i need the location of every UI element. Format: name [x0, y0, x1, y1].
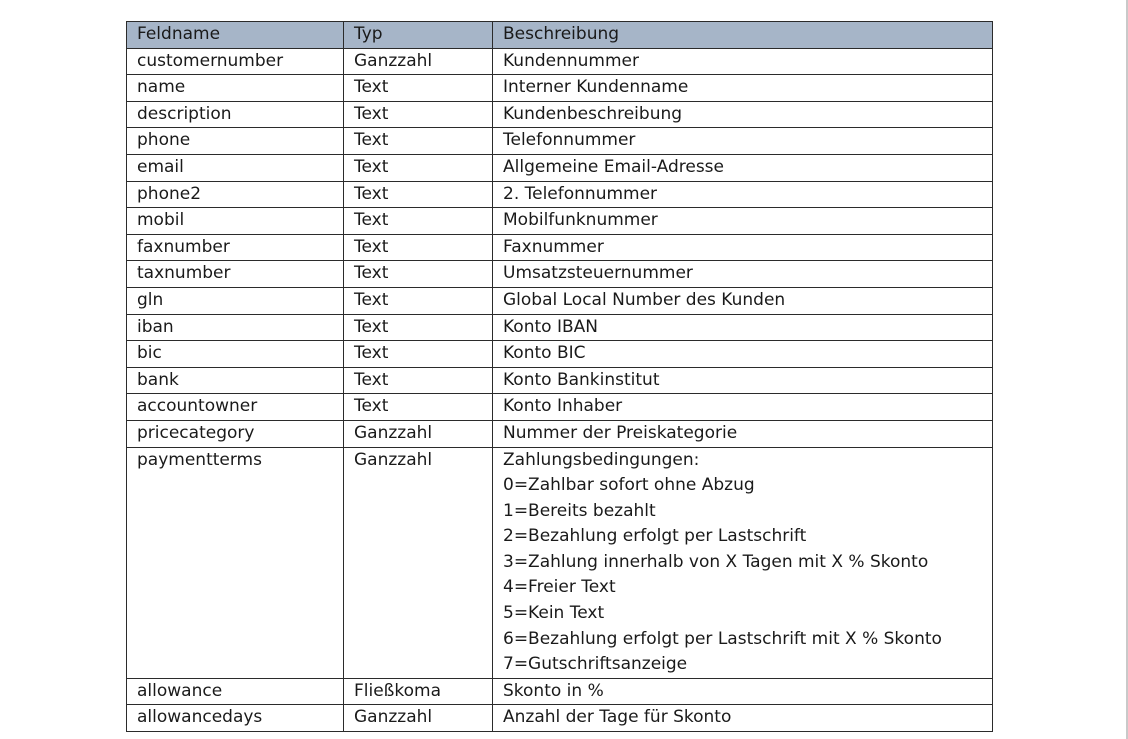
cell-feldname: name — [127, 75, 344, 102]
cell-beschreibung — [493, 48, 993, 75]
table-row — [127, 261, 993, 288]
table-row — [127, 287, 993, 314]
cell-feldname: allowancedays — [127, 705, 344, 732]
cell-beschreibung — [493, 420, 993, 447]
description-line: 5=Kein Text — [503, 603, 605, 624]
cell-typ: Ganzzahl — [344, 705, 493, 732]
cell-beschreibung — [493, 208, 993, 235]
table-body — [127, 48, 993, 731]
table-row — [127, 101, 993, 128]
header-feldname: Feldname — [127, 22, 344, 49]
cell-typ: Text — [344, 128, 493, 155]
cell-typ: Text — [344, 154, 493, 181]
cell-beschreibung — [493, 154, 993, 181]
description-line: Global Local Number des Kunden — [503, 289, 786, 310]
cell-typ: Text — [344, 75, 493, 102]
cell-beschreibung — [493, 261, 993, 288]
description-line: Interner Kundenname — [503, 77, 689, 98]
cell-feldname: phone2 — [127, 181, 344, 208]
description-line: Telefonnummer — [503, 130, 636, 151]
cell-typ: Ganzzahl — [344, 48, 493, 75]
cell-feldname: mobil — [127, 208, 344, 235]
description-line: 3=Zahlung innerhalb von X Tagen mit X % Skonto — [503, 551, 929, 572]
table-row — [127, 394, 993, 421]
table-header — [127, 22, 993, 49]
description-line: Allgemeine Email-Adresse — [503, 156, 724, 177]
description-line: 7=Gutschriftsanzeige — [503, 654, 688, 675]
description-line: Anzahl der Tage für Skonto — [503, 707, 732, 728]
cell-beschreibung — [493, 314, 993, 341]
table-row — [127, 48, 993, 75]
table-row — [127, 181, 993, 208]
cell-feldname: customernumber — [127, 48, 344, 75]
cell-typ: Text — [344, 261, 493, 288]
table-row — [127, 75, 993, 102]
cell-typ: Text — [344, 367, 493, 394]
table-row — [127, 420, 993, 447]
cell-feldname: bic — [127, 341, 344, 368]
cell-beschreibung — [493, 394, 993, 421]
cell-beschreibung — [493, 367, 993, 394]
cell-feldname: taxnumber — [127, 261, 344, 288]
description-line: 2=Bezahlung erfolgt per Lastschrift — [503, 526, 807, 547]
description-line: Faxnummer — [503, 236, 604, 257]
cell-beschreibung — [493, 287, 993, 314]
cell-typ: Text — [344, 394, 493, 421]
cell-typ: Text — [344, 208, 493, 235]
cell-feldname: gln — [127, 287, 344, 314]
cell-beschreibung — [493, 341, 993, 368]
description-line: Umsatzsteuernummer — [503, 263, 693, 284]
table-row — [127, 367, 993, 394]
cell-feldname: paymentterms — [127, 447, 344, 678]
description-line: Konto IBAN — [503, 316, 598, 337]
cell-feldname: iban — [127, 314, 344, 341]
cell-feldname: description — [127, 101, 344, 128]
cell-beschreibung — [493, 447, 993, 678]
description-line: Mobilfunknummer — [503, 210, 658, 231]
description-line: Konto Inhaber — [503, 396, 623, 417]
cell-feldname: accountowner — [127, 394, 344, 421]
cell-beschreibung — [493, 234, 993, 261]
cell-typ: Text — [344, 181, 493, 208]
header-row — [127, 22, 993, 49]
table-row — [127, 678, 993, 705]
description-line: Konto BIC — [503, 343, 586, 364]
cell-feldname: pricecategory — [127, 420, 344, 447]
cell-beschreibung — [493, 128, 993, 155]
cell-typ: Ganzzahl — [344, 447, 493, 678]
cell-feldname: email — [127, 154, 344, 181]
cell-beschreibung — [493, 705, 993, 732]
description-line: Skonto in % — [503, 680, 604, 701]
cell-feldname: allowance — [127, 678, 344, 705]
cell-typ: Fließkoma — [344, 678, 493, 705]
table-row — [127, 154, 993, 181]
description-line: Zahlungsbedingungen: — [503, 449, 700, 470]
header-beschreibung: Beschreibung — [493, 22, 993, 49]
cell-typ: Ganzzahl — [344, 420, 493, 447]
description-line: Kundenbeschreibung — [503, 103, 683, 124]
description-line: 1=Bereits bezahlt — [503, 500, 656, 521]
cell-beschreibung — [493, 678, 993, 705]
description-line: 4=Freier Text — [503, 577, 616, 598]
cell-beschreibung — [493, 101, 993, 128]
table-row — [127, 705, 993, 732]
cell-typ: Text — [344, 341, 493, 368]
description-line: Kundennummer — [503, 50, 639, 71]
cell-typ: Text — [344, 101, 493, 128]
header-typ: Typ — [344, 22, 493, 49]
table-row — [127, 314, 993, 341]
table-row — [127, 128, 993, 155]
description-line: 6=Bezahlung erfolgt per Lastschrift mit X % Skonto — [503, 628, 942, 649]
description-line: 0=Zahlbar sofort ohne Abzug — [503, 475, 755, 496]
cell-beschreibung — [493, 181, 993, 208]
cell-typ: Text — [344, 314, 493, 341]
table-row — [127, 341, 993, 368]
description-line: Nummer der Preiskategorie — [503, 422, 738, 443]
cell-typ: Text — [344, 234, 493, 261]
table-row — [127, 234, 993, 261]
cell-feldname: bank — [127, 367, 344, 394]
table-row — [127, 447, 993, 678]
table-row — [127, 208, 993, 235]
description-line: Konto Bankinstitut — [503, 369, 660, 390]
field-table — [126, 21, 993, 732]
description-line: 2. Telefonnummer — [503, 183, 658, 204]
cell-beschreibung — [493, 75, 993, 102]
cell-feldname: phone — [127, 128, 344, 155]
cell-typ: Text — [344, 287, 493, 314]
cell-feldname: faxnumber — [127, 234, 344, 261]
